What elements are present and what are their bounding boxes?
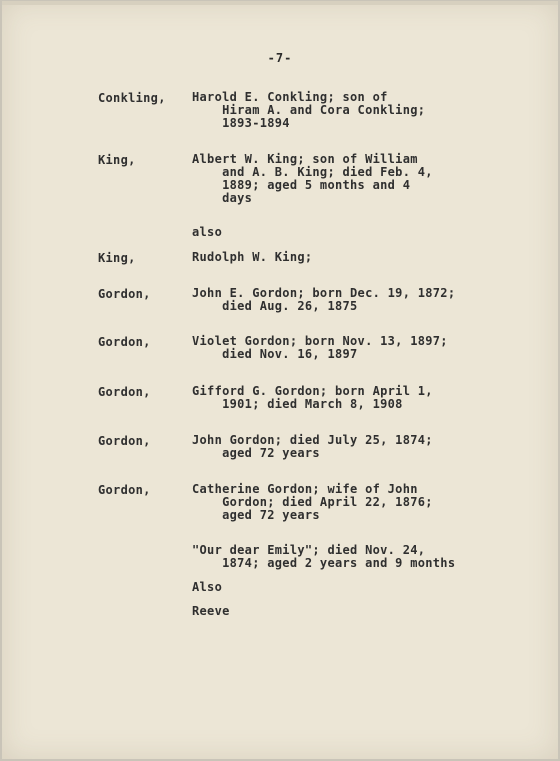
- record-surname: Conkling,: [98, 91, 166, 105]
- record-detail: also: [192, 225, 223, 239]
- record-detail: Reeve: [192, 604, 230, 618]
- record-detail: Violet Gordon; born Nov. 13, 1897; died Nov. 16, 1897: [192, 334, 448, 361]
- record-surname: Gordon,: [98, 287, 151, 301]
- record-detail: John E. Gordon; born Dec. 19, 1872; died Aug. 26, 1875: [192, 286, 456, 313]
- record-detail: John Gordon; died July 25, 1874; aged 72 years: [192, 433, 433, 460]
- record-detail: Also: [192, 580, 223, 594]
- record-surname: Gordon,: [98, 385, 151, 399]
- record-detail: Rudolph W. King;: [192, 250, 313, 264]
- page-top-edge: [2, 1, 558, 5]
- record-surname: Gordon,: [98, 335, 151, 349]
- record-detail: Gifford G. Gordon; born April 1, 1901; died March 8, 1908: [192, 384, 433, 411]
- record-detail: Catherine Gordon; wife of John Gordon; died April 22, 1876; aged 72 years: [192, 482, 433, 522]
- record-detail: Albert W. King; son of William and A. B. King; died Feb. 4, 1889; aged 5 months and 4 days: [192, 152, 433, 205]
- document-page: [2, 1, 558, 759]
- record-detail: "Our dear Emily"; died Nov. 24, 1874; aged 2 years and 9 months: [192, 543, 456, 570]
- page-number: -7-: [267, 51, 293, 65]
- record-surname: King,: [98, 153, 136, 167]
- record-surname: Gordon,: [98, 434, 151, 448]
- record-detail: Harold E. Conkling; son of Hiram A. and Cora Conkling; 1893-1894: [192, 90, 426, 130]
- record-surname: Gordon,: [98, 483, 151, 497]
- record-surname: King,: [98, 251, 136, 265]
